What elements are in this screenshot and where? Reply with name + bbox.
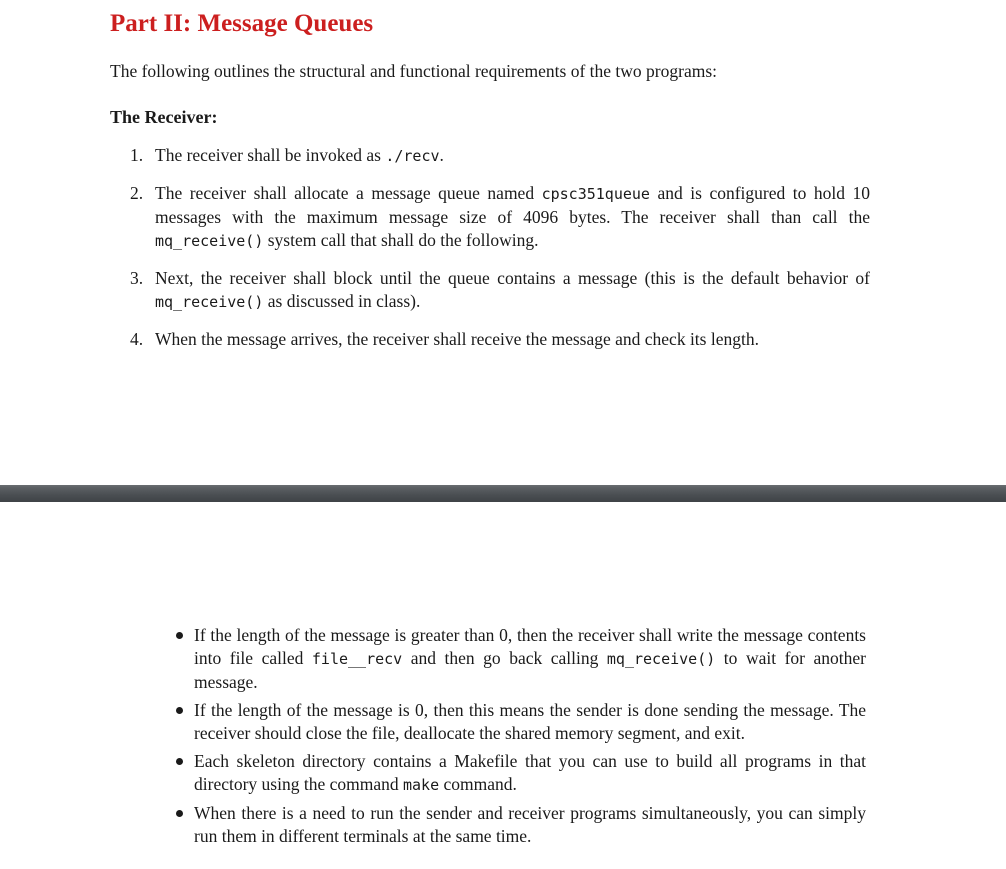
intro-paragraph: The following outlines the structural and functional requirements of the two programs: (110, 61, 717, 81)
bullet-text: When there is a need to run the sender and receiver programs simultaneously, you can simply run them in different terminals at the same time. (194, 803, 866, 846)
step-number: 1. (130, 145, 144, 165)
step-item (130, 144, 870, 168)
bullet-item (174, 802, 866, 848)
step-number: 3. (130, 268, 144, 288)
step-item (130, 182, 870, 253)
bullet-item (174, 624, 866, 694)
inline-code: ./recv (385, 147, 440, 165)
step-item (130, 328, 870, 351)
bullet-icon (176, 758, 183, 765)
bullet-text: and then go back calling (402, 648, 607, 668)
receiver-steps-list (130, 144, 870, 365)
inline-code: mq_receive() (606, 650, 716, 668)
step-text: The receiver shall be invoked as (155, 145, 386, 165)
bullet-icon (176, 632, 183, 639)
inline-code: mq_receive() (155, 232, 264, 250)
step-text: . (439, 145, 444, 165)
step-number: 4. (130, 329, 144, 349)
bullet-text: to wait for another message. (194, 648, 866, 692)
bullet-item (174, 699, 866, 745)
step-item (130, 267, 870, 314)
step-text: When the message arrives, the receiver shall receive the message and check its length. (155, 329, 759, 349)
receiver-heading: The Receiver: (110, 107, 218, 127)
bullet-text: Each skeleton directory contains a Makefile that you can use to build all programs in that directory using the command (194, 751, 866, 794)
inline-code: file__recv (311, 650, 403, 668)
step-text: and is configured to hold 10 messages with the maximum message size of 4096 bytes. The receiver shall than call the (155, 183, 871, 227)
step-number: 2. (130, 183, 144, 203)
inline-code: cpsc351queue (541, 185, 650, 203)
bullet-icon (176, 810, 183, 817)
inline-code: make (402, 776, 440, 794)
bullet-text: If the length of the message is greater than 0, then the receiver shall write the message contents into file called (194, 625, 866, 668)
page-separator (0, 485, 1006, 502)
step-text: Next, the receiver shall block until the queue contains a message (this is the default behavior of (155, 268, 870, 288)
inline-code: mq_receive() (155, 293, 264, 311)
bullet-text: command. (439, 774, 517, 794)
bullet-text: If the length of the message is 0, then this means the sender is done sending the message. The receiver should close the file, deallocate the shared memory segment, and exit. (194, 700, 866, 743)
bullet-icon (176, 707, 183, 714)
receiver-bullets-list (174, 624, 866, 853)
step-text: The receiver shall allocate a message queue named (155, 183, 542, 203)
step-text: as discussed in class). (263, 291, 421, 311)
bullet-item (174, 750, 866, 797)
step-text: system call that shall do the following. (263, 230, 539, 250)
section-title: Part II: Message Queues (110, 10, 374, 37)
